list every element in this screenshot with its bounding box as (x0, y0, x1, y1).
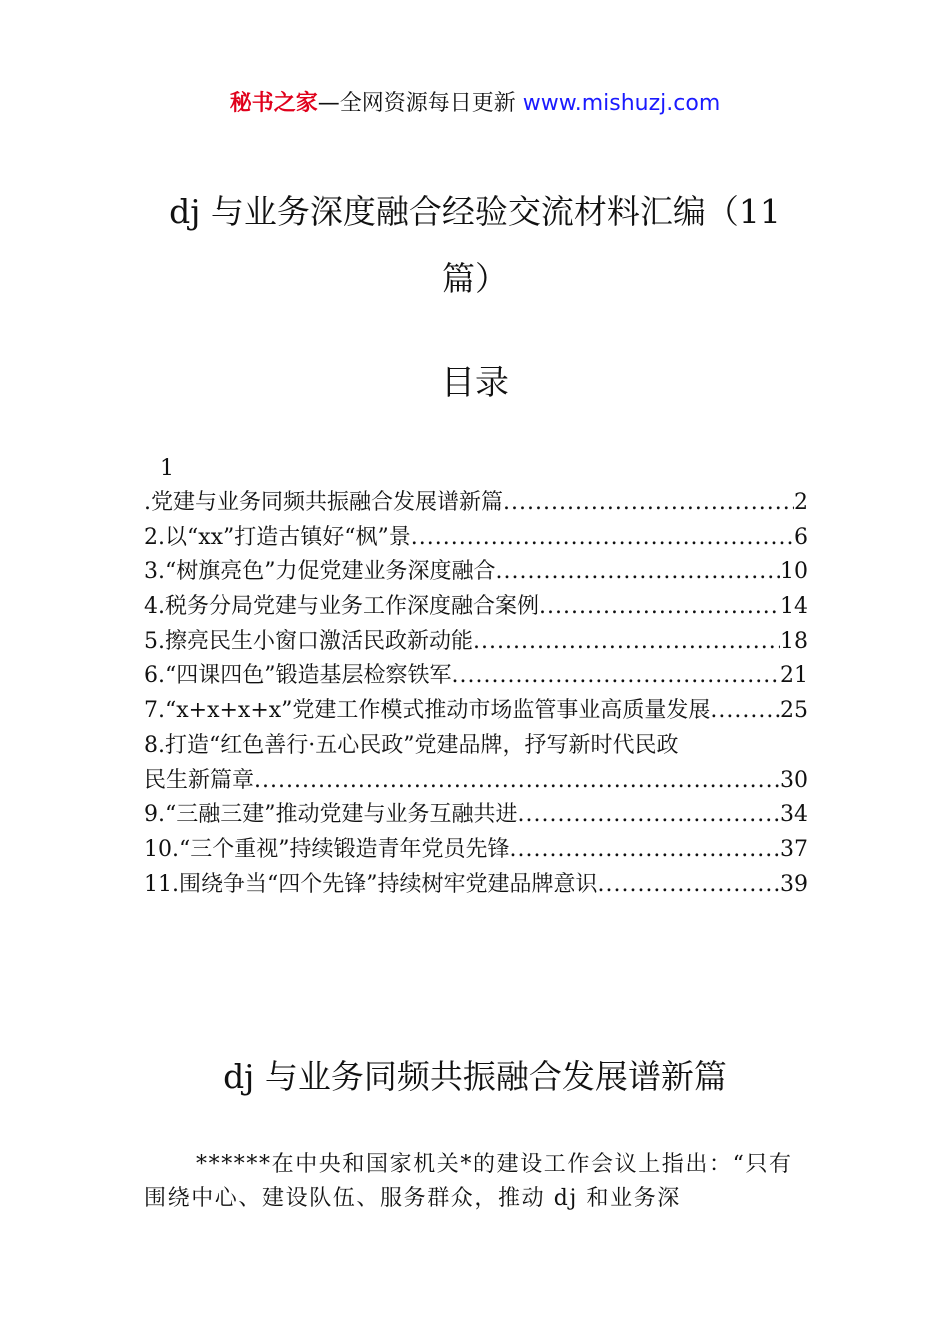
toc-entry-text: 3.“树旗亮色”力促党建业务深度融合 (144, 559, 496, 585)
toc-dot-leader (503, 486, 794, 521)
toc-entry-1[interactable] (144, 486, 808, 521)
toc-dot-leader (710, 694, 780, 729)
toc-dot-leader (509, 833, 780, 868)
document-title: dj 与业务深度融合经验交流材料汇编（11 篇） (169, 192, 781, 298)
toc-entry-text: 9.“三融三建”推动党建与业务互融共进 (144, 802, 518, 828)
table-of-contents (144, 452, 808, 902)
toc-entry-text: 5.擦亮民生小窗口激活民政新动能 (144, 628, 473, 654)
toc-page-number: 6 (794, 524, 808, 550)
toc-entry-3[interactable] (144, 555, 808, 590)
toc-entry-5[interactable] (144, 625, 808, 660)
toc-dot-leader (411, 521, 794, 556)
toc-entry-11[interactable] (144, 868, 808, 903)
site-url-link[interactable]: www.mishuzj.com (522, 91, 721, 116)
toc-page-number: 14 (780, 594, 808, 620)
toc-entry-text: 4.税务分局党建与业务工作深度融合案例 (144, 594, 539, 620)
site-header (0, 86, 950, 122)
toc-entry-text: 11.围绕争当“四个先锋”持续树牢党建品牌意识 (144, 871, 598, 897)
toc-page-number: 2 (794, 490, 808, 515)
toc-entry-text: 7.“x+x+x+x”党建工作模式推动市场监管事业高质量发展 (144, 698, 711, 724)
toc-dot-leader (452, 659, 781, 694)
toc-dot-leader (597, 868, 780, 903)
toc-page-number: 21 (780, 663, 808, 689)
section-title: dj 与业务同频共振融合发展谱新篇 (223, 1057, 727, 1096)
toc-entry-8[interactable] (144, 764, 808, 799)
toc-entry-text: 2.以“xx”打造古镇好“枫”景 (144, 524, 411, 550)
toc-entry-text: 民生新篇章 (144, 767, 255, 793)
toc-entry-7[interactable] (144, 694, 808, 729)
toc-page-number: 34 (780, 802, 808, 828)
toc-dot-leader (496, 555, 781, 590)
toc-page-number: 37 (780, 836, 808, 862)
toc-entry-8-first-line[interactable]: 8.打造“红色善行·五心民政”党建品牌，抒写新时代民政 (144, 732, 679, 758)
toc-dot-leader (539, 590, 780, 625)
toc-page-number: 10 (780, 559, 808, 585)
toc-dot-leader (254, 764, 780, 799)
toc-entry-text: 10.“三个重视”持续锻造青年党员先锋 (144, 836, 510, 862)
site-slogan: —全网资源每日更新 (317, 91, 516, 116)
toc-entry-text: 6.“四课四色”锻造基层检察铁军 (144, 663, 452, 689)
toc-page-number: 30 (780, 767, 808, 793)
body-paragraph: ******在中央和国家机关*的建设工作会议上指出：“只有围绕中心、建设队伍、服务群众，推动 dj 和业务深 (144, 1152, 793, 1211)
toc-page-number: 18 (780, 628, 808, 654)
toc-page-number: 25 (780, 698, 808, 724)
toc-dot-leader (473, 625, 780, 660)
toc-entry-text: .党建与业务同频共振融合发展谱新篇 (144, 490, 503, 515)
toc-entry-10[interactable] (144, 833, 808, 868)
toc-dot-leader (518, 798, 781, 833)
toc-first-number: 1 (160, 456, 174, 481)
toc-entry-2[interactable] (144, 521, 808, 556)
toc-entry-6[interactable] (144, 659, 808, 694)
toc-page-number: 39 (780, 871, 808, 897)
toc-heading: 目录 (441, 363, 509, 403)
toc-entry-9[interactable] (144, 798, 808, 833)
toc-entry-4[interactable] (144, 590, 808, 625)
site-brand[interactable]: 秘书之家 (229, 91, 318, 116)
